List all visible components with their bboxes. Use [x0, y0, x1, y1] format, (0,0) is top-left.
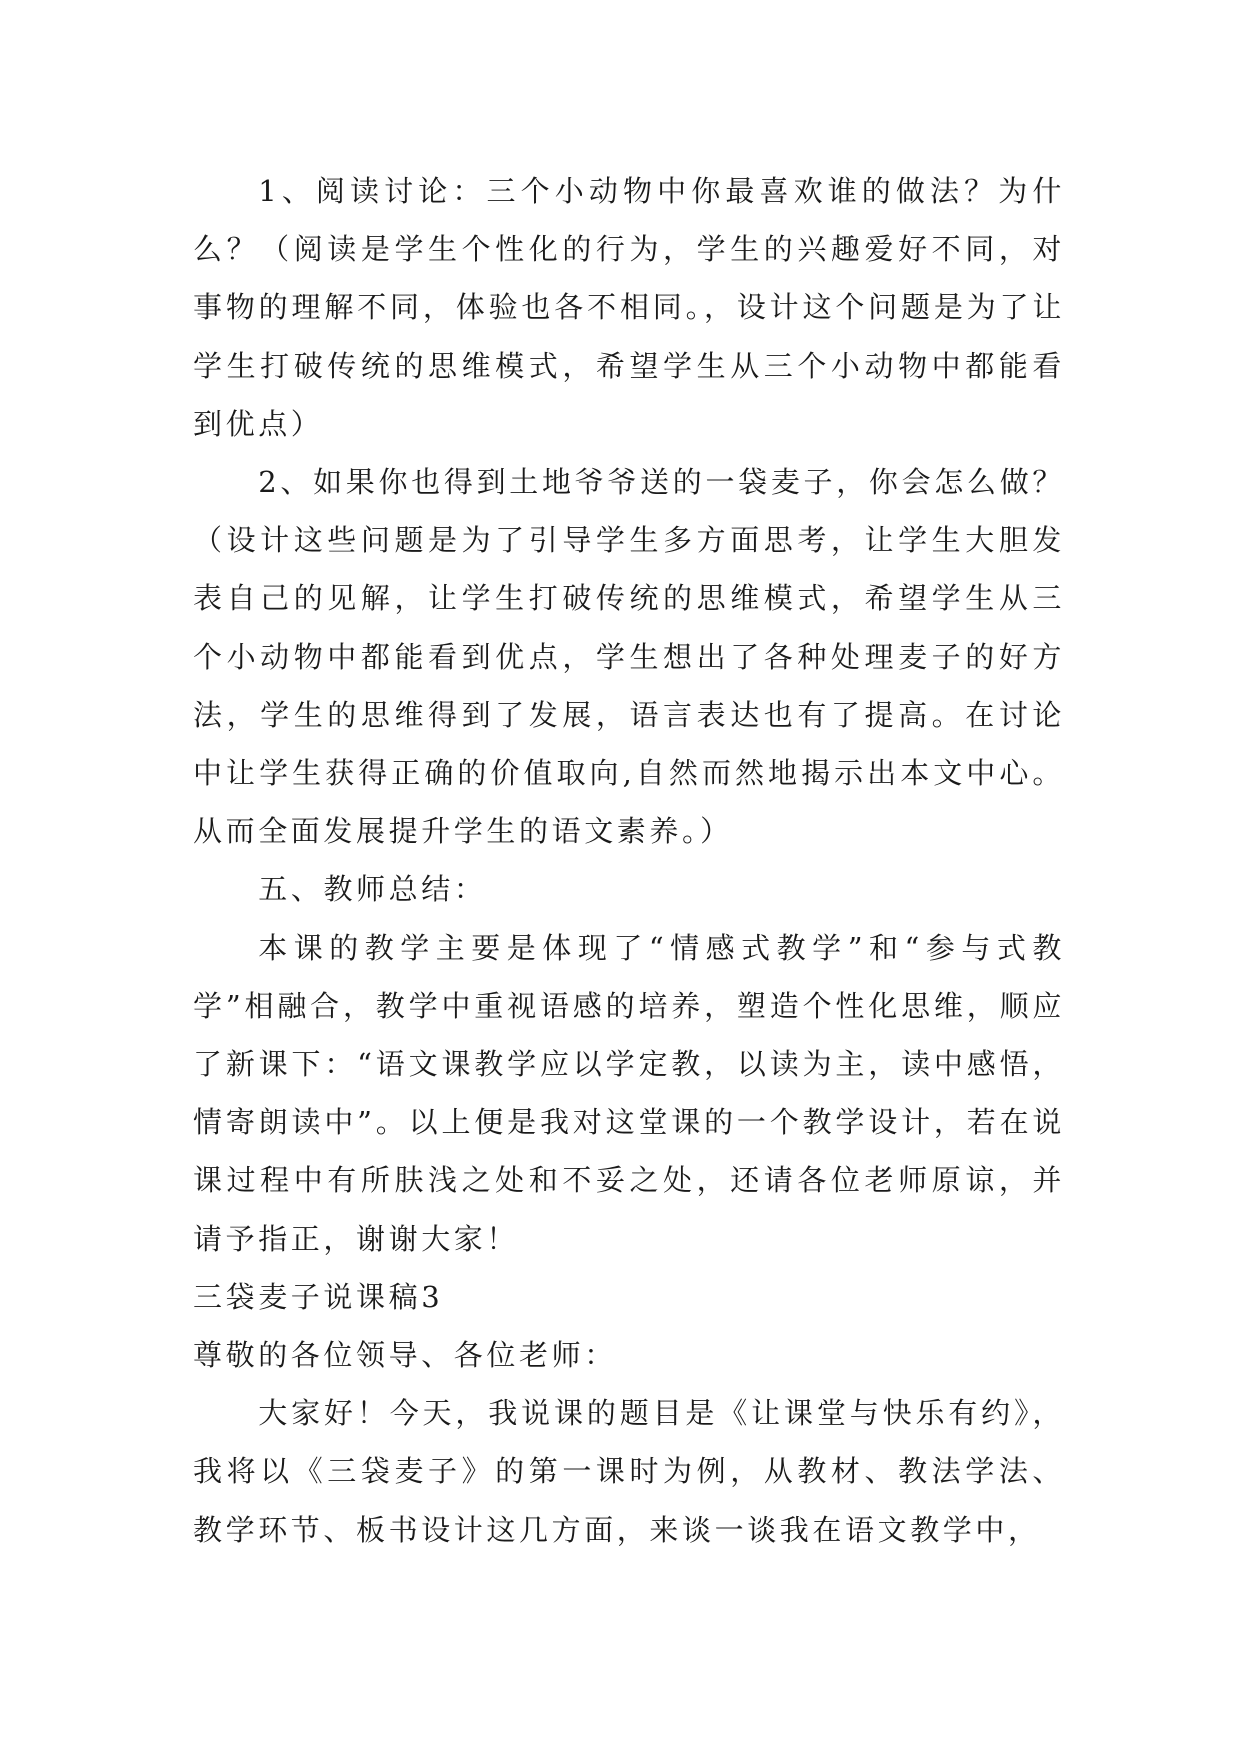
document-page	[193, 162, 1065, 1559]
greeting-line: 尊敬的各位领导、各位老师：	[193, 1338, 617, 1373]
section-heading-teacher-summary: 五、教师总结：	[258, 872, 487, 907]
document-title: 三袋麦子说课稿3	[193, 1279, 444, 1314]
paragraph-discussion-2: 2、如果你也得到土地爷爷送的一袋麦子，你会怎么做？（设计这些问题是为了引导学生多方面思考，让学生大胆发表自己的见解，让学生打破传统的思维模式，希望学生从三个小动物中都能看到优点，学生想出了各种处理麦子的好方法，学生的思维得到了发展，语言表达也有了提高。在讨论中让学生获得正确的价值取向,自然而然地揭示出本文中心。从而全面发展提升学生的语文素养。）	[193, 465, 1065, 849]
paragraph-introduction: 大家好！今天，我说课的题目是《让课堂与快乐有约》，我将以《三袋麦子》的第一课时为例，从教材、教法学法、教学环节、板书设计这几方面，来谈一谈我在语文教学中，	[193, 1396, 1065, 1547]
paragraph-summary: 本课的教学主要是体现了“情感式教学”和“参与式教学”相融合，教学中重视语感的培养，塑造个性化思维，顺应了新课下：“语文课教学应以学定教，以读为主，读中感悟，情寄朗读中”。以上便是我对这堂课的一个教学设计，若在说课过程中有所肤浅之处和不妥之处，还请各位老师原谅，并请予指正，谢谢大家！	[193, 930, 1065, 1256]
paragraph-discussion-1: 1、阅读讨论：三个小动物中你最喜欢谁的做法？为什么？（阅读是学生个性化的行为，学生的兴趣爱好不同，对事物的理解不同，体验也各不相同。，设计这个问题是为了让学生打破传统的思维模式，希望学生从三个小动物中都能看到优点）	[193, 174, 1065, 441]
